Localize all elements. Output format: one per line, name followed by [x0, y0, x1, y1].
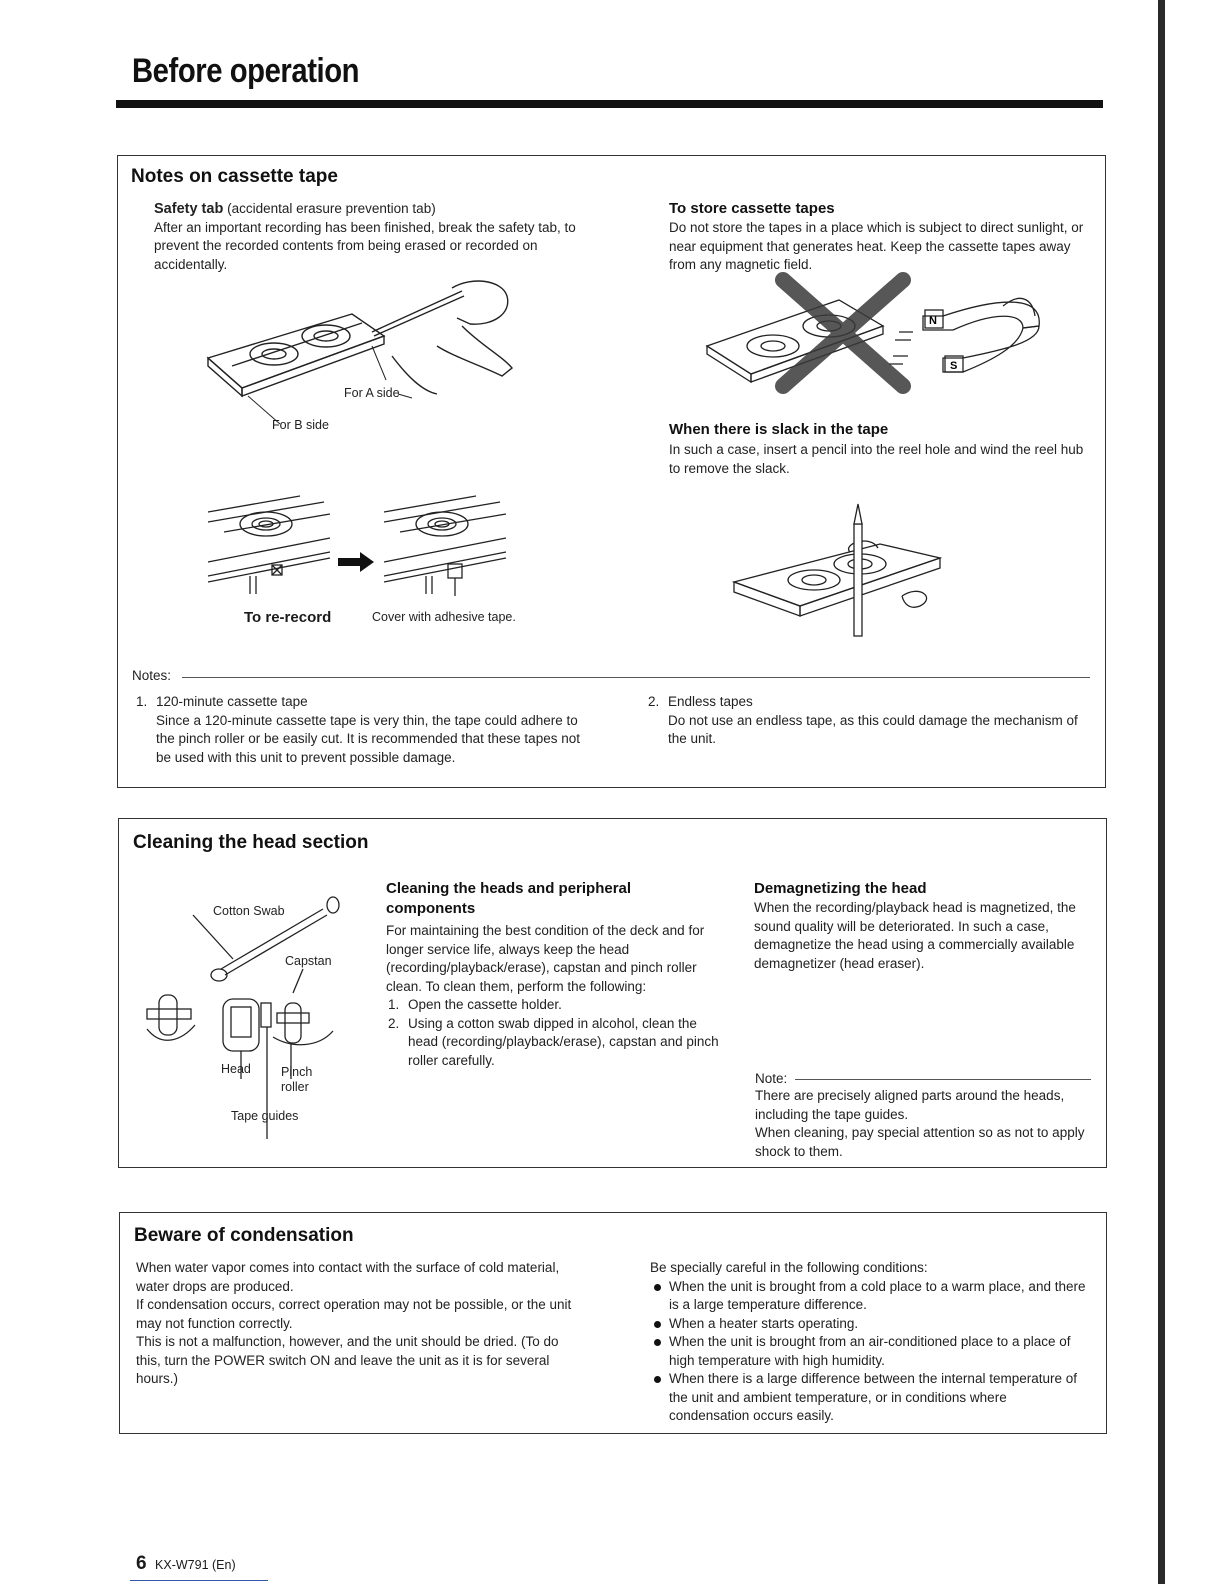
- note-1-number: 1.: [136, 694, 148, 709]
- condensation-section: [119, 1212, 1107, 1434]
- notes-label: Notes:: [132, 668, 172, 683]
- magnet-s-label: S: [950, 360, 958, 372]
- cleaning-note-label: Note:: [755, 1071, 788, 1086]
- safety-tab-body: After an important recording has been finished, break the safety tab, to prevent the recorded contents from being erased or recorded on accidentally.: [154, 219, 576, 272]
- page-footer: [136, 1553, 236, 1575]
- title-rule: [116, 100, 1103, 108]
- note-item-1: [134, 693, 584, 767]
- cleaning-note-rule: [795, 1079, 1091, 1080]
- page-number: 6: [136, 1553, 147, 1574]
- cleaning-steps: [386, 996, 722, 1070]
- cassette-section-heading: Notes on cassette tape: [131, 166, 338, 187]
- note-item-2: [646, 693, 1092, 749]
- condensation-paragraph: When water vapor comes into contact with the surface of cold material, water drops are produced.: [136, 1260, 560, 1294]
- cleaning-step: 2. Using a cotton swab dipped in alcohol, clean the head (recording/playback/erase), capstan and pinch roller carefully.: [388, 1015, 719, 1068]
- cleaning-section-heading: Cleaning the head section: [133, 832, 369, 853]
- re-record-label: To re-record: [244, 609, 332, 626]
- note-1-body: Since a 120-minute cassette tape is very thin, the tape could adhere to the pinch roller or be easily cut. It is recommended that these tapes not be used with this unit to prevent possible damage.: [156, 712, 580, 765]
- cleaning-heads-block: [386, 879, 722, 1070]
- condensation-paragraphs: [136, 1259, 580, 1389]
- note-2-title: Endless tapes: [668, 694, 753, 709]
- condition-item: When the unit is brought from a cold place to a warm place, and there is a large temperature difference.: [650, 1278, 1090, 1315]
- cleaning-section: [118, 818, 1107, 1168]
- slack-heading: When there is slack in the tape: [669, 421, 889, 438]
- magnet-illustration: [703, 286, 1043, 416]
- conditions-intro: Be specially careful in the following conditions:: [650, 1260, 928, 1275]
- condition-item: When the unit is brought from an air-conditioned place to a place of high temperature with high humidity.: [650, 1333, 1090, 1370]
- notes-rule: [182, 677, 1090, 678]
- store-tapes-heading: To store cassette tapes: [669, 200, 835, 217]
- safety-tab-block: [154, 200, 584, 274]
- condensation-section-heading: Beware of condensation: [134, 1225, 354, 1246]
- slack-block: [669, 421, 1094, 478]
- page-title: Before operation: [132, 52, 360, 90]
- store-tapes-block: [669, 200, 1089, 275]
- cleaning-note-body: There are precisely aligned parts around the heads, including the tape guides. When cleaning, pay special attention so as not to apply shock to them.: [755, 1088, 1085, 1159]
- cleaning-step: 1. Open the cassette holder.: [388, 997, 562, 1012]
- for-a-side-label: For A side: [344, 386, 400, 400]
- scan-edge: [1158, 0, 1165, 1584]
- cover-tape-label: Cover with adhesive tape.: [372, 610, 516, 624]
- cotton-swab-label: Cotton Swab: [213, 904, 285, 918]
- footer-rule: [130, 1580, 268, 1581]
- demagnetizing-heading: Demagnetizing the head: [754, 880, 927, 897]
- store-tapes-body: Do not store the tapes in a place which is subject to direct sunlight, or near equipment that generates heat. Keep the cassette tapes away from any magnetic field.: [669, 220, 1084, 272]
- tape-guides-label: Tape guides: [231, 1109, 299, 1123]
- condensation-paragraph: If condensation occurs, correct operation may not be possible, or the unit may not function correctly.: [136, 1297, 572, 1331]
- magnet-n-label: N: [929, 315, 937, 327]
- note-2-body: Do not use an endless tape, as this could damage the mechanism of the unit.: [668, 712, 1078, 746]
- safety-tab-heading: Safety tab: [154, 201, 224, 217]
- cassette-notes-section: [117, 155, 1106, 788]
- capstan-label: Capstan: [285, 954, 332, 968]
- note-1-title: 120-minute cassette tape: [156, 694, 308, 709]
- demagnetizing-body: When the recording/playback head is magnetized, the sound quality will be deteriorated. In such a case, demagnetize the head using a commercially available demagnetizer (head eraser).: [754, 900, 1076, 971]
- demagnetizing-block: [754, 879, 1090, 973]
- condition-item: When there is a large difference between the internal temperature of the unit and ambient temperature, or in conditions where condensation occurs easily.: [650, 1370, 1090, 1426]
- model-number: KX-W791 (En): [155, 1558, 236, 1572]
- condensation-paragraph: This is not a malfunction, however, and the unit should be dried. (To do this, turn the POWER switch ON and leave the unit as it is for several hours.): [136, 1334, 559, 1386]
- cleaning-heads-body: For maintaining the best condition of the deck and for longer service life, always keep the head (recording/playback/erase), capstan and pinch roller clean. To clean them, perform the following:: [386, 923, 705, 994]
- pinch-roller-label: Pinch roller: [281, 1065, 313, 1094]
- pencil-illustration: [730, 504, 960, 644]
- condensation-conditions: [650, 1259, 1090, 1426]
- safety-tab-illustration: [202, 296, 532, 436]
- cleaning-heads-heading: Cleaning the heads and peripheral components: [386, 880, 632, 917]
- condition-item: When a heater starts operating.: [650, 1315, 1090, 1334]
- re-record-illustration: [204, 492, 524, 602]
- slack-body: In such a case, insert a pencil into the reel hole and wind the reel hub to remove the slack.: [669, 442, 1084, 476]
- for-b-side-label: For B side: [272, 418, 329, 432]
- note-2-number: 2.: [648, 694, 660, 709]
- head-label: Head: [221, 1062, 251, 1076]
- safety-tab-heading-note: (accidental erasure prevention tab): [227, 201, 436, 216]
